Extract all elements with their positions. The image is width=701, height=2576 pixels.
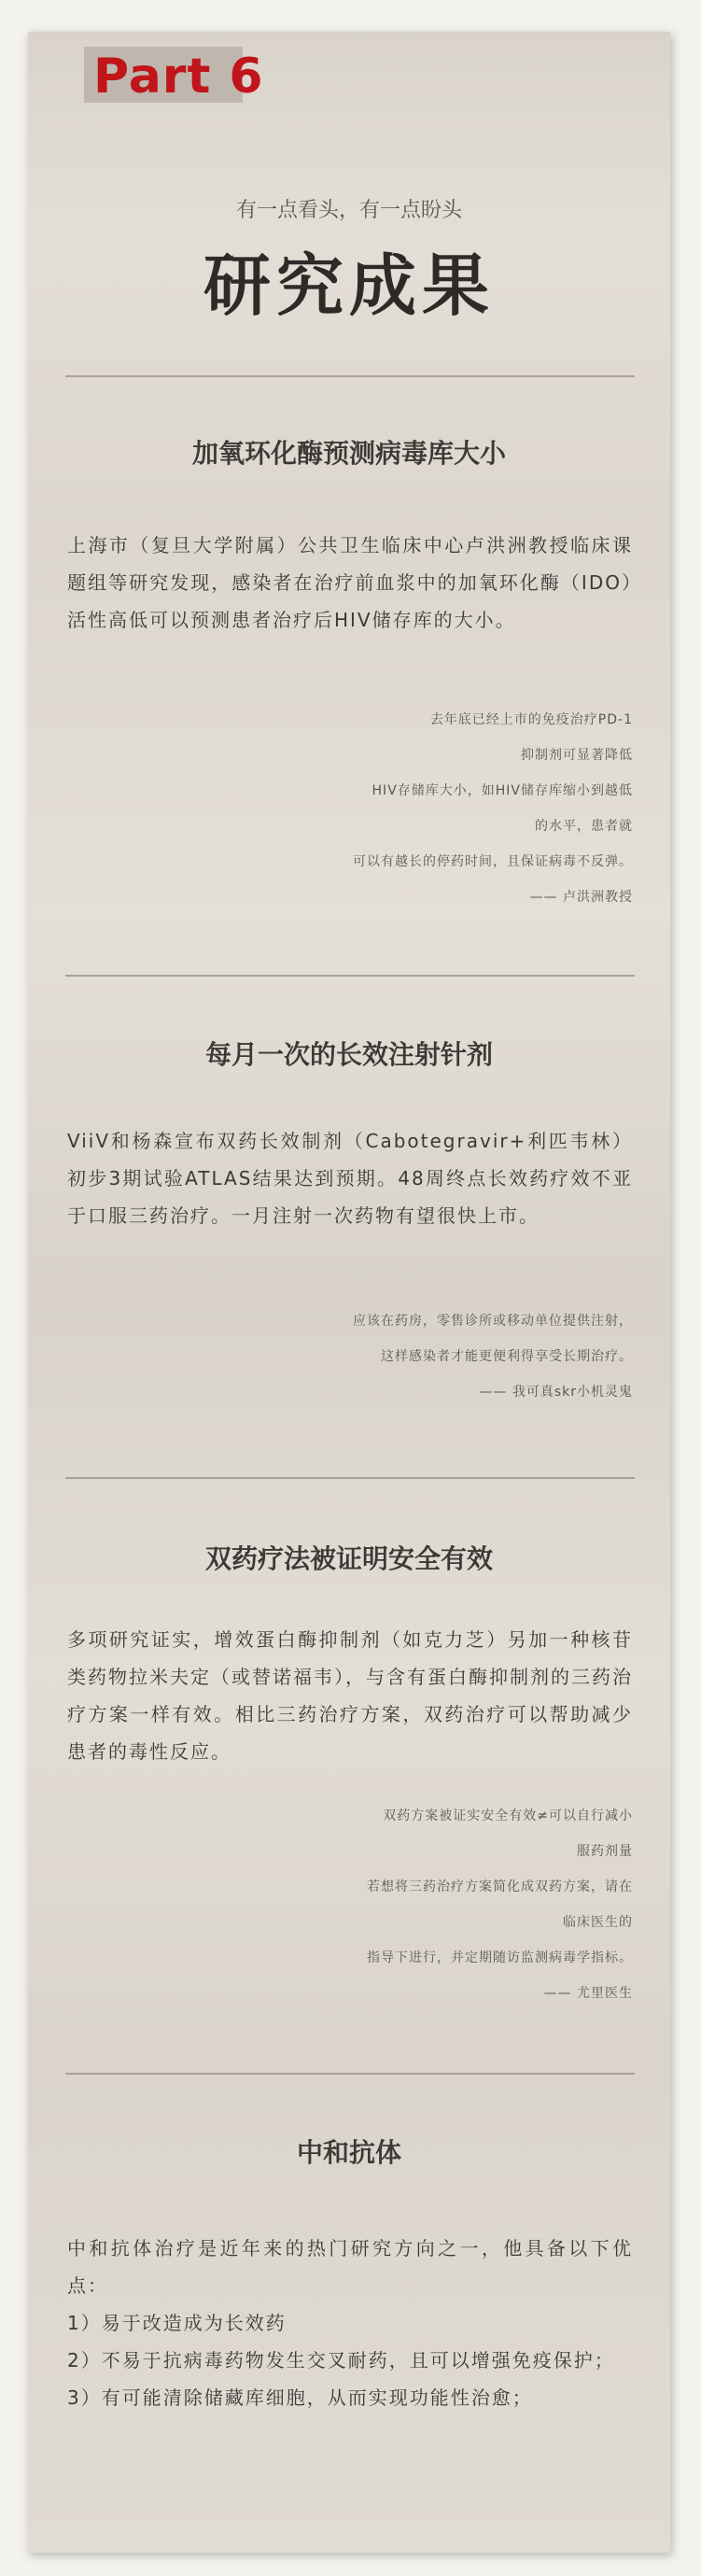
quote-line: 这样感染者才能更便利得享受长期治疗。 <box>381 1349 633 1364</box>
section-quote-long-acting <box>222 1303 633 1410</box>
quote-line: 应该在药房，零售诊所或移动单位提供注射， <box>353 1314 633 1329</box>
section-body-long-acting: ViiV和杨森宣布双药长效制剂（Cabotegravir+利匹韦林）初步3期试验ATLAS结果达到预期。48周终点长效药疗效不亚于口服三药治疗。一月注射一次药物有望很快上市。 <box>67 1130 633 1227</box>
section-body-dual-therapy: 多项研究证实，增效蛋白酶抑制剂（如克力芝）另加一种核苷类药物拉米夫定（或替诺福韦），与含有蛋白酶抑制剂的三药治疗方案一样有效。相比三药治疗方案，双药治疗可以帮助减少患者的毒性反应。 <box>67 1628 633 1763</box>
quote-author: —— 尤里医生 <box>543 1986 633 2001</box>
section-title-long-acting: 每月一次的长效注射针剂 <box>204 1039 493 1070</box>
quote-line: 的水平，患者就 <box>535 819 633 834</box>
page-title: 研究成果 <box>203 246 495 325</box>
part-label: Part 6 <box>93 49 264 105</box>
list-item: 2）不易于抗病毒药物发生交叉耐药，且可以增强免疫保护； <box>67 2349 615 2372</box>
quote-line: 双药方案被证实安全有效≠可以自行减小 <box>383 1809 633 1823</box>
quote-author: —— 我可真skr小机灵鬼 <box>479 1385 633 1400</box>
section-quote-ido <box>222 702 633 915</box>
quote-author: —— 卢洪洲教授 <box>529 890 633 905</box>
tagline: 有一点看头，有一点盼头 <box>235 199 462 222</box>
section-body-antibodies <box>67 2230 633 2416</box>
divider <box>65 2073 635 2075</box>
section-body-ido: 上海市（复旦大学附属）公共卫生临床中心卢洪洲教授临床课题组等研究发现，感染者在治疗前血浆中的加氧环化酶（IDO）活性高低可以预测患者治疗后HIV储存库的大小。 <box>67 534 633 631</box>
quote-line: 临床医生的 <box>563 1915 633 1930</box>
quote-line: 抑制剂可显著降低 <box>521 748 633 763</box>
divider <box>65 975 635 977</box>
quote-line: 若想将三药治疗方案简化成双药方案，请在 <box>367 1879 633 1894</box>
quote-line: 去年底已经上市的免疫治疗PD-1 <box>429 712 633 727</box>
section-title-dual-therapy: 双药疗法被证明安全有效 <box>204 1543 493 1574</box>
list-item: 3）有可能清除储藏库细胞，从而实现功能性治愈； <box>67 2386 533 2409</box>
divider <box>65 1477 635 1479</box>
paper-background <box>28 32 670 2553</box>
quote-line: 服药剂量 <box>577 1844 633 1859</box>
section-quote-dual-therapy <box>222 1798 633 2011</box>
quote-line: 指导下进行，并定期随访监测病毒学指标。 <box>367 1950 633 1965</box>
section-title-antibodies: 中和抗体 <box>296 2137 401 2168</box>
quote-line: HIV存储库大小，如HIV储存库缩小到越低 <box>372 783 633 798</box>
list-item: 1）易于改造成为长效药 <box>67 2312 287 2334</box>
section-title-ido: 加氧环化酶预测病毒库大小 <box>191 438 506 469</box>
body-line: 中和抗体治疗是近年来的热门研究方向之一，他具备以下优点： <box>67 2237 633 2297</box>
divider <box>65 375 635 377</box>
quote-line: 可以有越长的停药时间，且保证病毒不反弹。 <box>353 854 633 869</box>
